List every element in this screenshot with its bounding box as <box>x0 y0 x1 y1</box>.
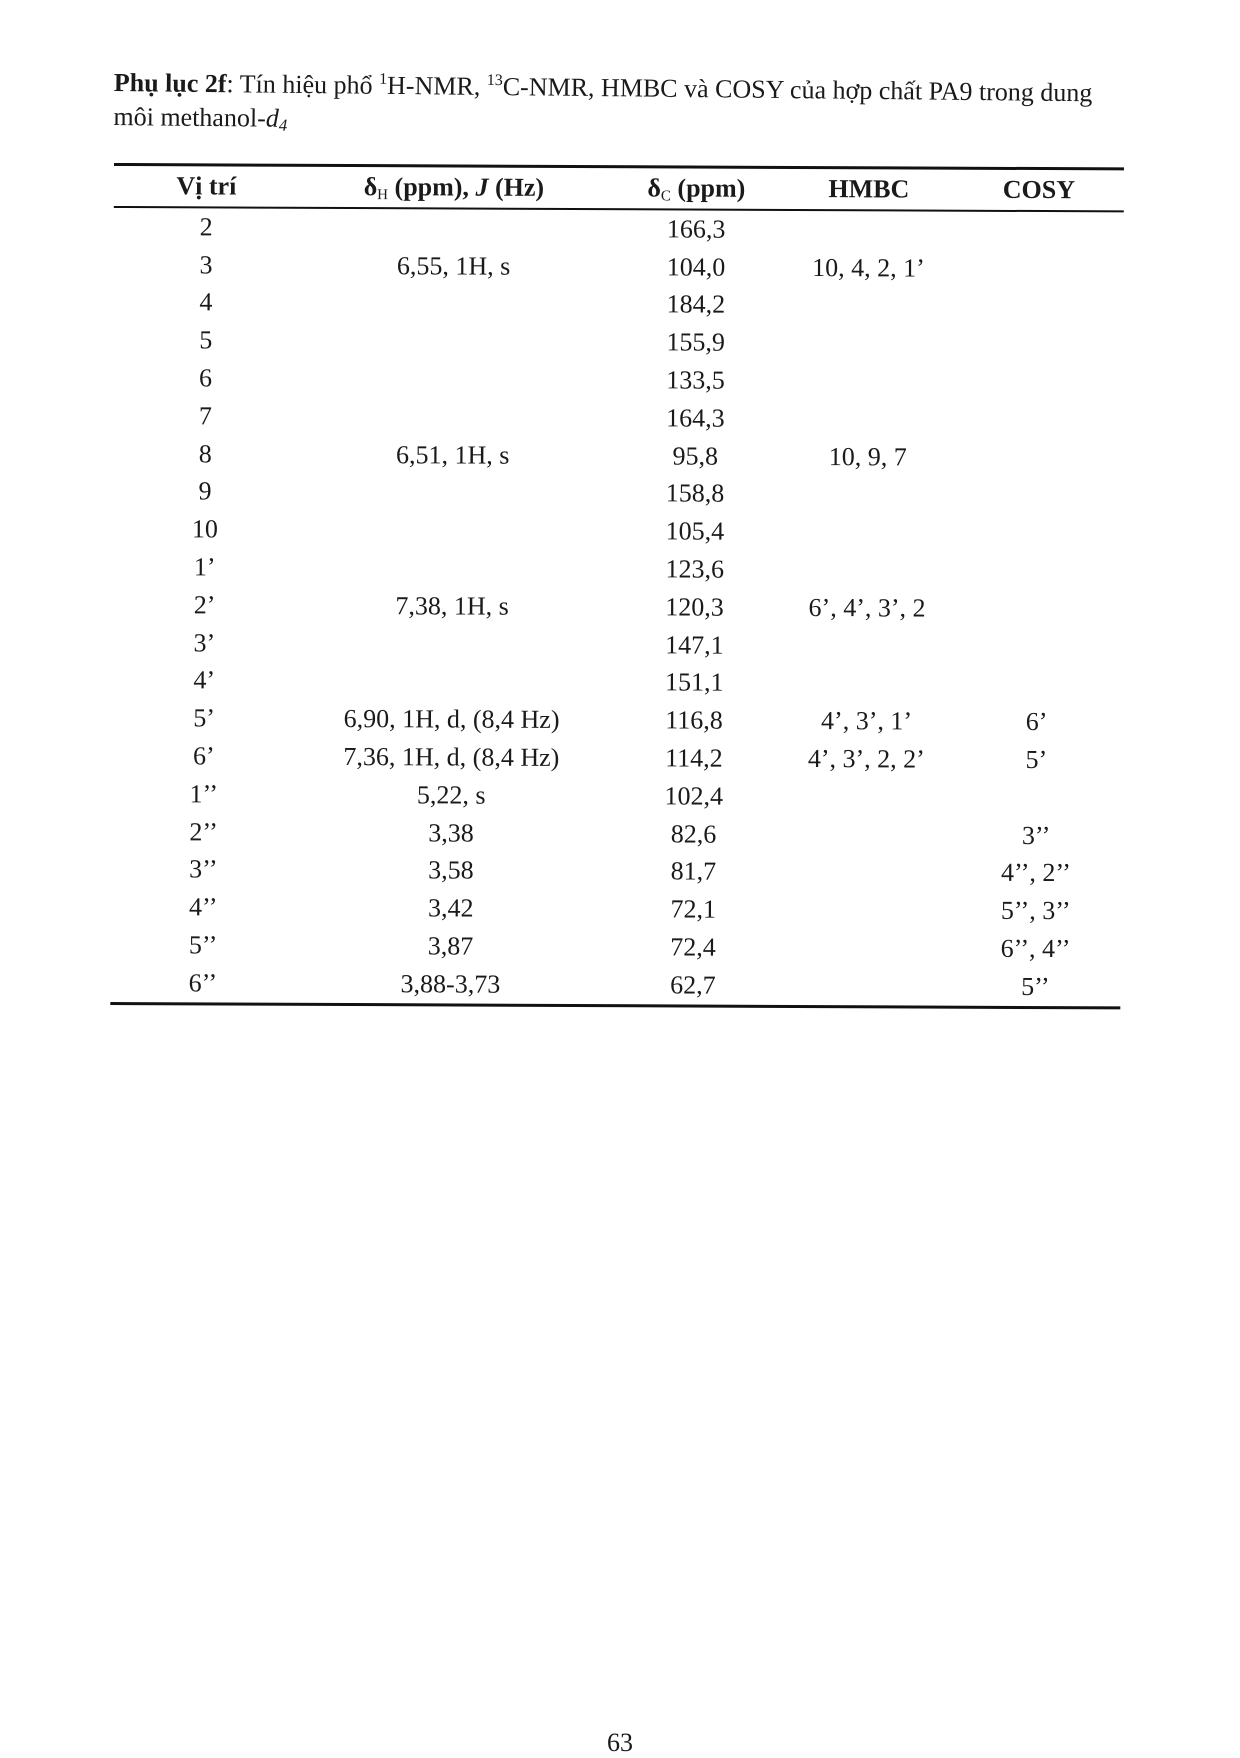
cell-delta-c: 72,1 <box>670 894 717 924</box>
table-row <box>113 321 1123 363</box>
cell-delta-c: 120,3 <box>665 592 724 622</box>
cell-cosy: 4’’, 2’’ <box>1000 858 1071 888</box>
cell-delta-c: 114,2 <box>665 743 723 773</box>
cell-cosy: 6’ <box>1025 707 1048 737</box>
cell-delta-h: 5,22, s <box>416 780 486 810</box>
cell-delta-h <box>298 417 608 418</box>
cell-delta-h <box>297 530 607 531</box>
table-row <box>113 284 1123 326</box>
cell-cosy: 5’’ <box>1021 971 1050 1001</box>
cell-delta-c: 72,4 <box>670 932 716 962</box>
table-row <box>111 851 1121 893</box>
cell-delta-h: 3,38 <box>428 818 474 848</box>
cell-hmbc <box>783 343 953 344</box>
cell-delta-c: 155,9 <box>666 327 726 357</box>
cell-position: 3’ <box>193 628 216 658</box>
cell-delta-h <box>297 643 607 644</box>
cell-cosy <box>952 533 1122 534</box>
cell-hmbc <box>781 948 951 949</box>
cell-delta-c: 102,4 <box>664 781 724 811</box>
cell-cosy <box>953 382 1123 383</box>
cell-cosy <box>953 457 1123 458</box>
table-row <box>111 737 1121 779</box>
cell-hmbc <box>783 494 953 495</box>
cell-cosy <box>953 495 1123 496</box>
cell-position: 8 <box>198 439 212 469</box>
cell-delta-c: 151,1 <box>664 667 724 698</box>
cell-cosy <box>952 571 1122 572</box>
table-row <box>112 510 1122 552</box>
cell-delta-h: 3,87 <box>427 931 474 961</box>
cell-delta-c: 104,0 <box>666 252 726 282</box>
cell-delta-c: 166,3 <box>666 214 726 244</box>
cell-delta-h: 3,58 <box>428 855 474 886</box>
header-delta-h: $\delta_H$ (ppm), J (Hz) <box>363 172 545 204</box>
cell-position: 7 <box>198 401 212 431</box>
cell-delta-h <box>297 568 607 569</box>
cell-delta-h: 6,51, 1H, s <box>395 439 510 470</box>
cell-hmbc <box>782 532 952 533</box>
cell-delta-c: 184,2 <box>666 289 726 320</box>
cell-delta-h: 3,88-3,73 <box>400 969 501 999</box>
cell-cosy <box>953 306 1123 307</box>
cell-delta-c: 147,1 <box>665 630 724 660</box>
table-row <box>111 775 1121 817</box>
table-caption: Phụ lục 2f: Tín hiệu phổ $^1$H-NMR, $^{13}$C-NMR, HMBC và COSY của hợp chất PA9 trong dung môi methanol-$d_4$ <box>113 67 1093 135</box>
cell-cosy: 3’’ <box>1021 820 1051 850</box>
table-row <box>112 662 1122 704</box>
table-row <box>113 435 1123 477</box>
cell-delta-c: 123,6 <box>665 554 725 584</box>
cell-position: 1’ <box>193 552 216 582</box>
header-hmbc: HMBC <box>828 174 910 204</box>
cell-delta-h <box>299 228 609 229</box>
cell-hmbc <box>784 230 954 231</box>
page-number: 63 <box>607 1728 633 1757</box>
table-row <box>113 397 1123 439</box>
cell-hmbc <box>783 381 953 382</box>
cell-delta-h <box>298 303 608 304</box>
cell-cosy: 5’’, 3’’ <box>1000 896 1071 926</box>
cell-delta-c: 82,6 <box>670 819 717 849</box>
table-row <box>111 813 1121 855</box>
cell-cosy <box>954 231 1124 232</box>
cell-position: 4’’ <box>188 892 218 922</box>
cell-hmbc: 10, 9, 7 <box>828 441 907 472</box>
cell-delta-c: 133,5 <box>666 365 725 395</box>
table-row <box>112 548 1122 590</box>
cell-position: 4’ <box>193 665 216 695</box>
cell-delta-c: 105,4 <box>665 516 725 546</box>
table-row <box>111 699 1121 741</box>
cell-hmbc <box>782 646 952 647</box>
cell-delta-c: 158,8 <box>665 478 725 509</box>
cell-position: 6’ <box>193 741 215 771</box>
cell-delta-h <box>298 379 608 380</box>
cell-delta-c: 62,7 <box>670 970 716 1000</box>
table-row <box>112 586 1122 628</box>
cell-cosy <box>952 684 1122 685</box>
cell-position: 10 <box>191 514 218 544</box>
caption-label: Phụ lục 2f <box>113 67 227 99</box>
cell-cosy <box>953 344 1123 345</box>
header-position: Vị trí <box>176 171 237 201</box>
cell-hmbc <box>781 872 951 873</box>
cell-cosy <box>953 420 1123 421</box>
cell-hmbc <box>780 986 950 987</box>
cell-hmbc: 4’, 3’, 2, 2’ <box>807 744 925 774</box>
cell-cosy <box>952 646 1122 647</box>
cell-hmbc <box>781 797 951 798</box>
cell-hmbc <box>782 570 952 571</box>
table-row <box>112 473 1122 515</box>
nmr-data-table <box>110 163 1124 1009</box>
cell-position: 2’’ <box>189 816 218 847</box>
cell-position: 3’’ <box>189 854 218 884</box>
header-cosy: COSY <box>1002 174 1076 205</box>
cell-hmbc <box>781 910 951 911</box>
cell-hmbc <box>783 419 953 420</box>
cell-hmbc <box>782 683 952 684</box>
table-row <box>111 926 1121 968</box>
table-header-row <box>114 166 1124 210</box>
cell-delta-h: 6,55, 1H, s <box>396 250 511 281</box>
cell-position: 6 <box>198 363 213 393</box>
table-row <box>113 359 1123 401</box>
cell-hmbc: 10, 4, 2, 1’ <box>812 252 925 283</box>
cell-delta-h: 7,38, 1H, s <box>395 591 509 621</box>
cell-position: 2’ <box>193 590 216 620</box>
table-row <box>111 888 1121 930</box>
cell-cosy <box>954 268 1124 269</box>
cell-position: 5’’ <box>188 930 218 960</box>
cell-delta-h <box>298 492 608 493</box>
cell-hmbc: 4’, 3’, 1’ <box>821 706 913 736</box>
header-delta-c: $\delta_C$ (ppm) <box>647 173 746 205</box>
cell-position: 9 <box>198 476 212 506</box>
cell-hmbc <box>781 835 951 836</box>
table-row <box>110 964 1120 1006</box>
cell-cosy: 5’ <box>1025 745 1048 775</box>
cell-cosy <box>952 609 1122 610</box>
cell-position: 2 <box>199 212 213 242</box>
cell-position: 1’’ <box>189 779 218 809</box>
cell-delta-h <box>298 341 608 342</box>
cell-cosy: 6’’, 4’’ <box>1000 933 1071 964</box>
cell-delta-h <box>297 681 607 682</box>
cell-delta-c: 116,8 <box>665 705 723 735</box>
cell-delta-c: 81,7 <box>670 856 717 887</box>
cell-delta-c: 95,8 <box>672 441 719 471</box>
table-row <box>112 624 1122 666</box>
cell-position: 6’’ <box>188 968 218 998</box>
cell-cosy <box>951 798 1121 799</box>
cell-position: 3 <box>199 250 213 280</box>
cell-position: 5’ <box>193 703 215 733</box>
cell-position: 4 <box>199 287 213 317</box>
cell-delta-h: 7,36, 1H, d, (8,4 Hz) <box>343 742 560 772</box>
cell-delta-h: 6,90, 1H, d, (8,4 Hz) <box>343 704 560 735</box>
cell-delta-h: 3,42 <box>427 893 474 923</box>
table-body <box>110 208 1123 1006</box>
cell-hmbc: 6’, 4’, 3’, 2 <box>808 592 926 623</box>
cell-hmbc <box>783 305 953 306</box>
cell-position: 5 <box>199 325 213 355</box>
table-row <box>113 246 1123 288</box>
cell-delta-c: 164,3 <box>666 403 725 433</box>
table-row <box>114 208 1124 250</box>
